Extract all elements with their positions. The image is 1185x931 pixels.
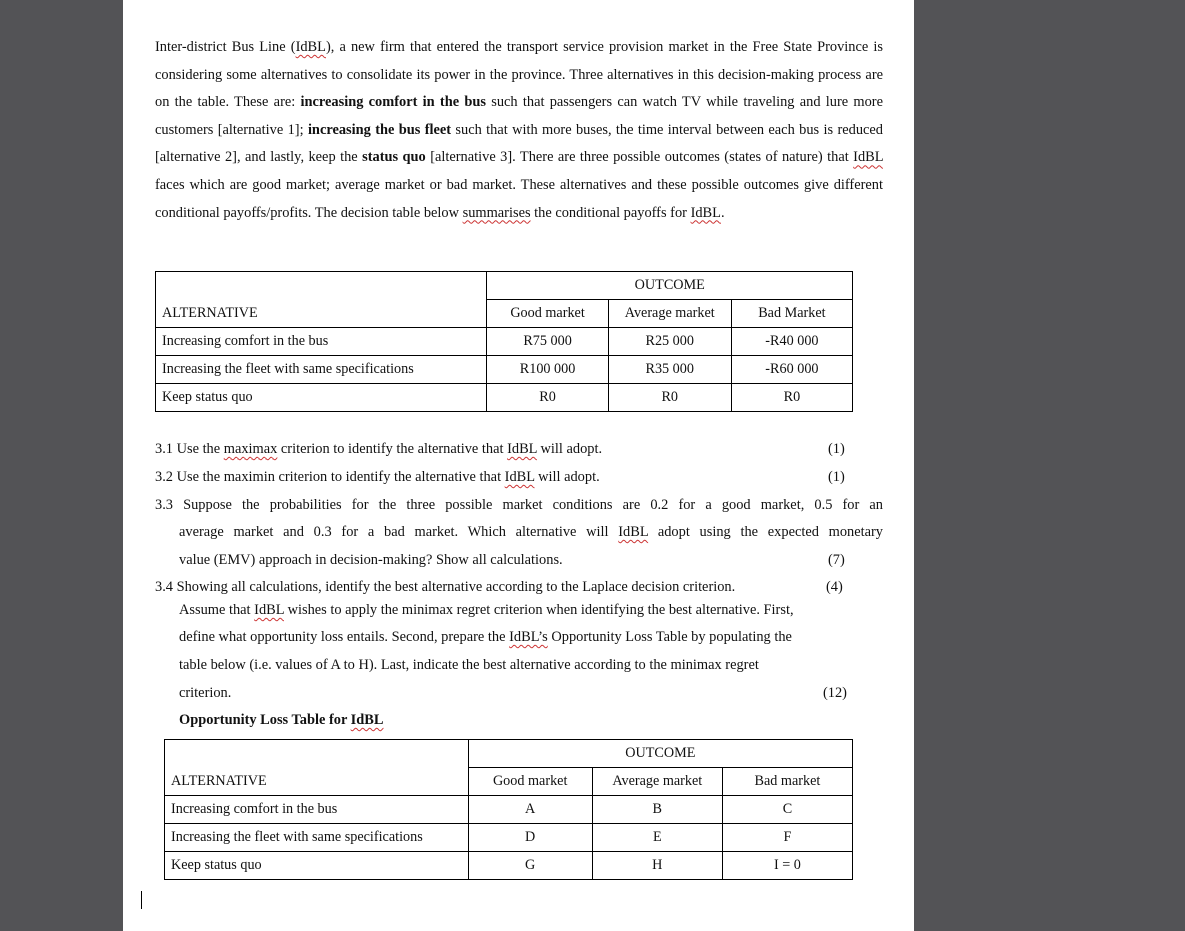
question-text: Assume that — [179, 602, 255, 618]
row-label: Increasing the fleet with same specifications — [156, 356, 487, 384]
table-cell: R25 000 — [608, 328, 731, 356]
table-cell: A — [468, 796, 592, 824]
spelling-flag[interactable]: IdBL — [853, 149, 883, 166]
intro-text: the conditional payoffs for — [530, 204, 691, 221]
intro-text: faces which are good market; average market or bad market. These alternatives and these possible outcomes give different conditional payoffs/profits. The decision table below — [155, 176, 883, 221]
question-3-5-line2 — [179, 629, 792, 646]
table-cell: -R40 000 — [731, 328, 852, 356]
column-header: Good market — [487, 300, 608, 328]
alternative-header: ALTERNATIVE — [156, 272, 487, 328]
row-label: Keep status quo — [165, 852, 469, 880]
intro-text: such that passengers can watch TV while traveling and lure more customers [alternative 1]; — [155, 94, 883, 138]
table-cell: R0 — [487, 384, 608, 412]
table-cell: C — [722, 796, 852, 824]
row-label: Increasing the fleet with same specifications — [165, 824, 469, 852]
payoff-table — [155, 271, 853, 412]
table-row — [165, 796, 853, 824]
spelling-flag[interactable]: maximax — [223, 441, 278, 457]
column-header: Good market — [468, 768, 592, 796]
row-label: Increasing comfort in the bus — [165, 796, 469, 824]
table-cell: B — [592, 796, 722, 824]
text-cursor — [141, 891, 142, 909]
question-text: Opportunity Loss Table by populating the — [547, 629, 792, 645]
intro-text: [alternative 3]. There are three possible outcomes (states of nature) that — [425, 149, 854, 166]
column-header: Average market — [608, 300, 731, 328]
spelling-flag[interactable]: IdBL — [618, 524, 649, 540]
question-3-4: 3.4 Showing all calculations, identify the best alternative according to the Laplace decision criterion. — [155, 579, 736, 595]
question-text: define what opportunity loss entails. Second, prepare the — [179, 629, 510, 645]
question-3-2 — [155, 469, 600, 486]
question-text: 3.2 Use the maximin criterion to identify the alternative that — [155, 469, 505, 485]
opportunity-loss-table — [164, 739, 853, 880]
title-text: Opportunity Loss Table for — [179, 712, 351, 728]
question-3-5-line3: table below (i.e. values of A to H). Last, indicate the best alternative according to the minimax regret — [179, 657, 759, 673]
table-cell: H — [592, 852, 722, 880]
document-page[interactable] — [123, 0, 914, 931]
table-cell: R0 — [731, 384, 852, 412]
question-text: will adopt. — [534, 469, 600, 485]
intro-text: . — [720, 204, 725, 221]
question-3-5-line4: criterion. — [179, 685, 232, 701]
alternative-3-bold: status quo — [362, 149, 426, 166]
table-cell: R75 000 — [487, 328, 608, 356]
column-header: Bad Market — [731, 300, 852, 328]
alternative-header: ALTERNATIVE — [165, 740, 469, 796]
table-row — [165, 852, 853, 880]
question-3-3: 3.3 Suppose the probabilities for the three possible market conditions are 0.2 for a good market, 0.5 for an — [155, 497, 883, 513]
opportunity-loss-table-title — [179, 712, 383, 729]
spelling-flag[interactable]: IdBL — [254, 602, 284, 618]
table-cell: R0 — [608, 384, 731, 412]
table-cell: I = 0 — [722, 852, 852, 880]
table-cell: -R60 000 — [731, 356, 852, 384]
question-text: 3.1 Use the — [155, 441, 224, 457]
mark-allocation: (1) — [828, 469, 845, 485]
question-text: average market and 0.3 for a bad market. Which alternative will — [179, 524, 619, 540]
spelling-flag[interactable]: IdBL — [504, 469, 535, 485]
outcome-header: OUTCOME — [487, 272, 853, 300]
question-text: criterion to identify the alternative that — [277, 441, 508, 457]
spelling-flag[interactable]: IdBL — [507, 441, 537, 457]
row-label: Keep status quo — [156, 384, 487, 412]
intro-text: ), a new firm that entered the transport service provision market in the Free State Province is considering some alternatives to consolidate its power in the province. Three alternatives in this decision-making process are on the table. These are: — [155, 39, 883, 111]
question-3-3-line2 — [179, 524, 883, 541]
mark-allocation: (7) — [828, 552, 845, 568]
alternative-1-bold: increasing comfort in the bus — [300, 94, 486, 111]
question-text: wishes to apply the minimax regret criterion when identifying the best alternative. First, — [284, 602, 794, 618]
spelling-flag[interactable]: IdBL — [350, 712, 384, 728]
table-cell: F — [722, 824, 852, 852]
row-label: Increasing comfort in the bus — [156, 328, 487, 356]
intro-text: Inter-district Bus Line ( — [155, 39, 296, 55]
table-cell: E — [592, 824, 722, 852]
mark-allocation: (12) — [823, 685, 847, 701]
spelling-flag[interactable]: IdBL — [295, 39, 326, 55]
question-3-3-line3: value (EMV) approach in decision-making? Show all calculations. — [179, 552, 563, 568]
question-3-1 — [155, 441, 602, 458]
column-header: Average market — [592, 768, 722, 796]
column-header: Bad market — [722, 768, 852, 796]
table-cell: R35 000 — [608, 356, 731, 384]
outcome-header: OUTCOME — [468, 740, 852, 768]
table-row — [156, 384, 853, 412]
intro-text: such that with more buses, the time interval between each bus is reduced [alternative 2], and lastly, keep the — [155, 121, 883, 166]
table-cell: G — [468, 852, 592, 880]
question-text: adopt using the expected monetary — [648, 524, 884, 540]
question-3-5-line1 — [179, 602, 794, 619]
question-text: will adopt. — [536, 441, 603, 457]
table-row — [156, 356, 853, 384]
table-row — [156, 328, 853, 356]
table-cell: D — [468, 824, 592, 852]
alternative-2-bold: increasing the bus fleet — [307, 121, 452, 138]
spelling-flag[interactable]: IdBL’s — [509, 629, 548, 645]
mark-allocation: (1) — [828, 441, 845, 457]
intro-paragraph — [155, 34, 883, 227]
table-cell: R100 000 — [487, 356, 608, 384]
spelling-flag[interactable]: summarises — [462, 204, 531, 221]
table-row — [165, 824, 853, 852]
mark-allocation: (4) — [826, 579, 843, 595]
spelling-flag[interactable]: IdBL — [690, 204, 721, 221]
